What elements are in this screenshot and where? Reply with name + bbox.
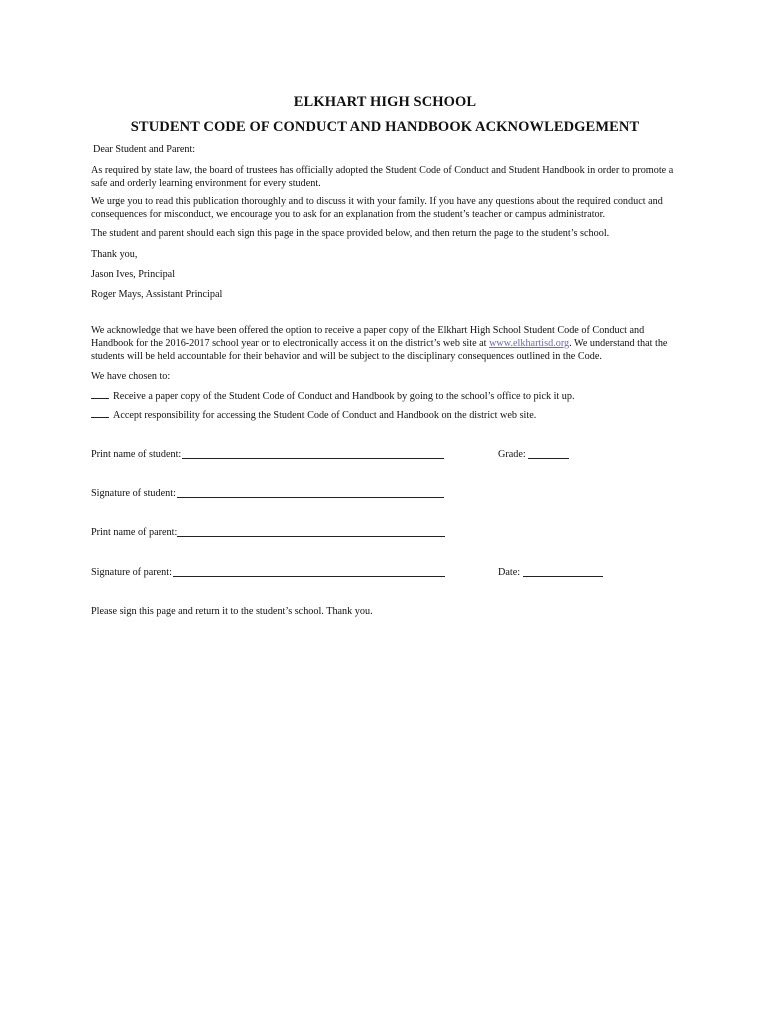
district-website-link[interactable]: www.elkhartisd.org	[489, 338, 570, 349]
form-title-heading: STUDENT CODE OF CONDUCT AND HANDBOOK ACKNOWLEDGEMENT	[130, 119, 640, 135]
closing-instruction: Please sign this page and return it to the student’s school. Thank you.	[91, 606, 373, 617]
date-field[interactable]	[523, 576, 603, 577]
date-label: Date:	[498, 567, 521, 578]
sign-off: Thank you,	[91, 249, 138, 260]
acknowledgement-text-end: . We understand that the students will be held accountable for their behavior and will be subject to the disciplinary consequences outlined in the Code.	[91, 338, 668, 362]
option-online-access	[91, 408, 681, 422]
parent-name-field[interactable]	[177, 536, 445, 537]
option-online-access-label: Accept responsibility for accessing the Student Code of Conduct and Handbook on the district web site.	[113, 410, 537, 421]
choice-intro: We have chosen to:	[91, 371, 171, 382]
parent-signature-field[interactable]	[173, 576, 445, 577]
parent-name-label: Print name of parent:	[91, 527, 178, 538]
student-signature-label: Signature of student:	[91, 488, 176, 499]
paragraph-sign-instructions: The student and parent should each sign this page in the space provided below, and then return the page to the student’s school.	[91, 228, 610, 239]
acknowledgement-text-start: We acknowledge that we have been offered the option to receive a paper copy of the Elkhart High School Student Code of Conduct and Handbook for the 2016-2017 school year or to electronically access it on the district’s web site at	[91, 325, 645, 349]
signer-principal: Jason Ives, Principal	[91, 269, 176, 280]
paragraph-read-publication: We urge you to read this publication thoroughly and to discuss it with your family. If you have any questions about the required conduct and consequences for misconduct, we encourage you to ask for an explanation from the student’s teacher or campus administrator.	[91, 196, 663, 220]
student-signature-field[interactable]	[177, 497, 444, 498]
online-access-checkbox-blank[interactable]	[91, 408, 109, 418]
option-paper-copy-label: Receive a paper copy of the Student Code of Conduct and Handbook by going to the school’s office to pick it up.	[113, 391, 575, 402]
paragraph-state-law: As required by state law, the board of trustees has officially adopted the Student Code of Conduct and Student Handbook in order to promote a safe and orderly learning environment for every student.	[91, 165, 674, 189]
student-name-field[interactable]	[182, 458, 444, 459]
school-name-heading: ELKHART HIGH SCHOOL	[293, 94, 477, 110]
salutation: Dear Student and Parent:	[93, 144, 196, 155]
parent-signature-label: Signature of parent:	[91, 567, 172, 578]
signer-assistant-principal: Roger Mays, Assistant Principal	[91, 289, 223, 300]
student-name-label: Print name of student:	[91, 449, 182, 460]
option-paper-copy	[91, 389, 681, 403]
paper-copy-checkbox-blank[interactable]	[91, 389, 109, 399]
grade-field[interactable]	[528, 458, 569, 459]
acknowledgement-paragraph	[91, 324, 681, 363]
grade-label: Grade:	[498, 449, 526, 460]
